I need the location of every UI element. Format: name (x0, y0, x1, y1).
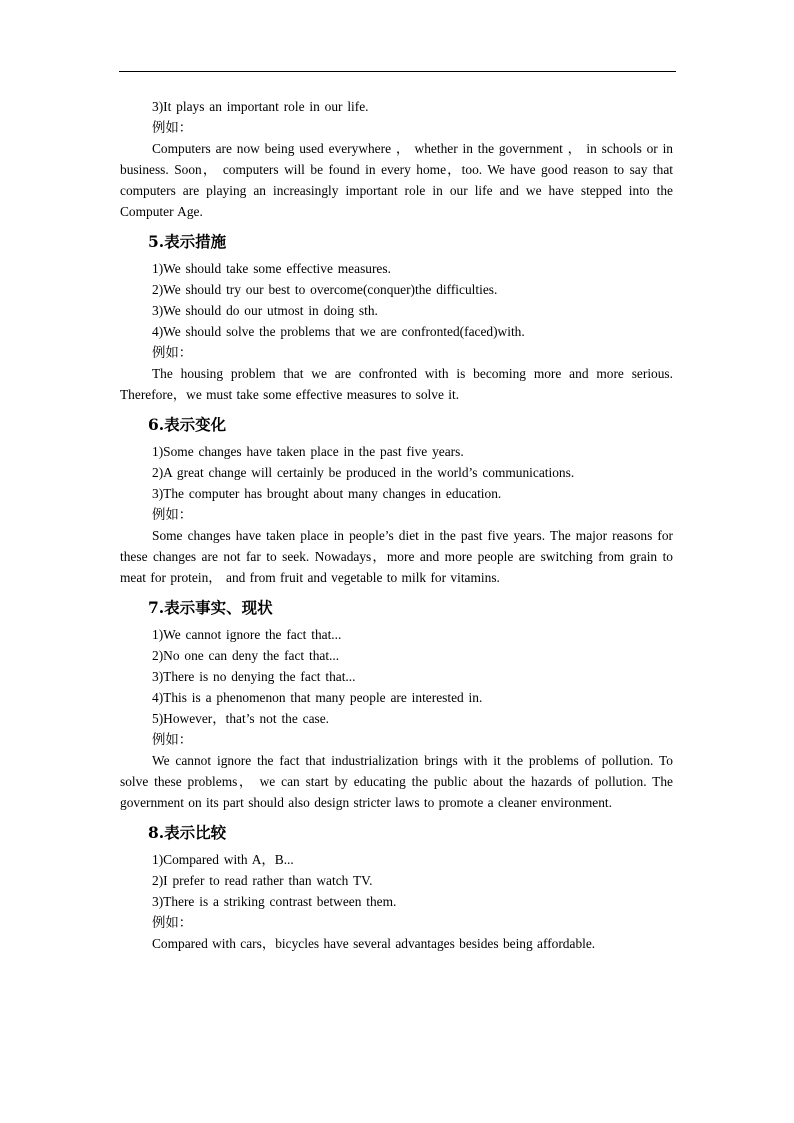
section-facts (120, 597, 673, 813)
phrase-item: 2)A great change will certainly be produced in the world’s communications. (152, 465, 575, 480)
phrase-item: 2)I prefer to read rather than watch TV. (152, 873, 373, 888)
header-rule (119, 71, 676, 72)
phrase-item: 3)There is no denying the fact that... (152, 669, 356, 684)
phrase-item: 1)Some changes have taken place in the past five years. (152, 444, 464, 459)
phrase-item: 1)We should take some effective measures. (152, 261, 391, 276)
phrase-item: 3)We should do our utmost in doing sth. (152, 303, 378, 318)
section-heading: 8.表示比较 (148, 823, 227, 842)
section-heading: 5.表示措施 (148, 232, 227, 251)
section-measures (120, 231, 673, 405)
example-paragraph: Computers are now being used everywhere ， whether in the government ， in schools or in business. Soon， computers will be found in every home，too. We have good reason to say that computers are playing an increasingly important role in our life and we have stepped into the Computer Age. (120, 141, 673, 219)
section-heading: 7.表示事实、现状 (148, 598, 273, 617)
phrase-item: 3)There is a striking contrast between them. (152, 894, 397, 909)
example-paragraph: Compared with cars，bicycles have several advantages besides being affordable. (152, 936, 596, 951)
phrase-item: 4)We should solve the problems that we are confronted(faced)with. (152, 324, 525, 339)
example-paragraph: The housing problem that we are confronted with is becoming more and more serious. Therefore，we must take some effective measures to solve it. (120, 366, 673, 402)
example-label: 例如： (152, 120, 193, 135)
section-heading: 6.表示变化 (148, 415, 227, 434)
example-paragraph: We cannot ignore the fact that industrialization brings with it the problems of pollution. To solve these problems， we can start by educating the public about the hazards of pollution. The government on its part should also design stricter laws to promote a cleaner environment. (120, 753, 673, 810)
phrase-item: 1)Compared with A，B... (152, 852, 294, 867)
phrase-item: 2)We should try our best to overcome(conquer)the difficulties. (152, 282, 498, 297)
example-label: 例如： (152, 732, 193, 747)
document-body (120, 96, 673, 954)
phrase-item: 3)The computer has brought about many changes in education. (152, 486, 502, 501)
phrase-item: 5)However，that’s not the case. (152, 711, 330, 726)
section-comparison (120, 822, 673, 954)
phrase-item: 1)We cannot ignore the fact that... (152, 627, 342, 642)
example-label: 例如： (152, 915, 193, 930)
example-paragraph: Some changes have taken place in people’s diet in the past five years. The major reasons for these changes are not far to seek. Nowadays，more and more people are switching from grain to meat for protein， and from fruit and vegetable to milk for vitamins. (120, 528, 673, 585)
phrase-item: 4)This is a phenomenon that many people are interested in. (152, 690, 483, 705)
phrase-item: 2)No one can deny the fact that... (152, 648, 340, 663)
section-role (120, 96, 673, 222)
phrase-item: 3)It plays an important role in our life. (152, 99, 369, 114)
section-changes (120, 414, 673, 588)
example-label: 例如： (152, 345, 193, 360)
example-label: 例如： (152, 507, 193, 522)
